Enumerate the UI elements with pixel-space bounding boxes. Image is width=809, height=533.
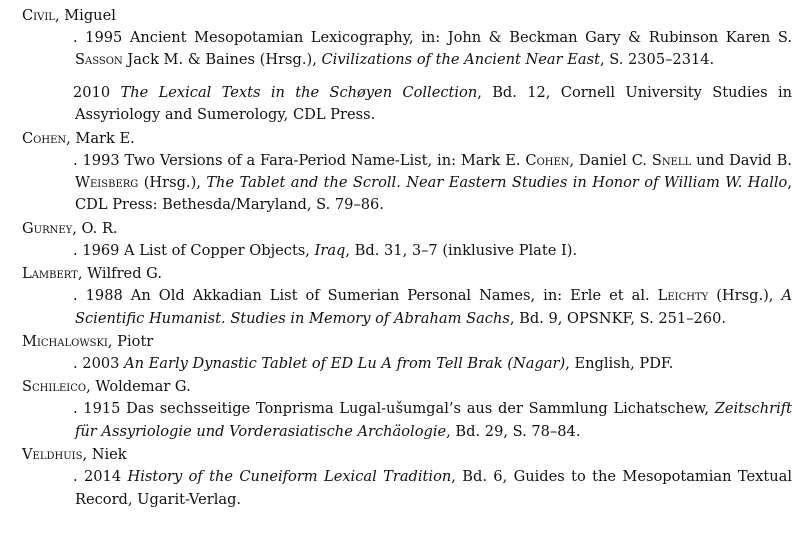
editor-name: Leichty	[657, 287, 709, 305]
bib-entry-michalowski	[22, 330, 792, 375]
reference	[22, 353, 792, 375]
ref-text: (Hrsg.),	[708, 287, 782, 305]
ref-title: The Lexical Texts in the Schøyen Collection	[120, 83, 478, 101]
author-firstname: , Miguel	[54, 7, 116, 24]
author-lastname: Civil	[22, 7, 55, 24]
author-lastname: Lambert	[22, 265, 78, 283]
author-firstname: , Woldemar G.	[86, 378, 191, 396]
author-line	[22, 262, 792, 285]
bib-entry-civil	[22, 4, 792, 127]
author-lastname: Cohen	[22, 129, 67, 147]
ref-title: Civilizations of the Ancient Near East	[321, 51, 600, 69]
reference	[22, 466, 792, 511]
author-line	[22, 443, 792, 466]
author-firstname: , Piotr	[107, 333, 154, 351]
reference	[22, 285, 792, 330]
ref-text: und David B.	[691, 151, 793, 169]
ref-text: , English, PDF.	[565, 355, 674, 373]
reference	[22, 82, 792, 127]
ref-title: History of the Cuneiform Lexical Tradition	[127, 468, 452, 486]
ref-title: A Scientific Humanist. Studies in Memory of Abraham Sachs	[75, 287, 792, 327]
author-line	[22, 217, 792, 240]
ref-title: Iraq	[314, 241, 346, 259]
author-line	[22, 330, 792, 353]
ref-text: . 1969 A List of Copper Objects,	[73, 241, 315, 259]
author-firstname: , O. R.	[72, 219, 118, 237]
bib-entry-cohen	[22, 127, 792, 217]
ref-text: , CDL Press: Bethesda/Maryland, S. 79–86.	[75, 174, 792, 214]
author-lastname: Michalowski	[22, 333, 108, 351]
bib-entry-veldhuis	[22, 443, 792, 511]
author-lastname: Veldhuis	[22, 446, 83, 464]
bib-entry-gurney	[22, 217, 792, 262]
ref-title: An Early Dynastic Tablet of ED Lu A from Tell Brak (Nagar)	[124, 355, 566, 373]
ref-text: , Bd. 12, Cornell University Studies in Assyriology and Sumerology, CDL Press.	[75, 83, 793, 124]
author-lastname: Schileico	[22, 378, 87, 396]
ref-text: , Bd. 9, OPSNKF, S. 251–260.	[509, 309, 727, 327]
ref-text: . 1993 Two Versions of a Fara-Period Name-List, in: Mark E.	[73, 151, 526, 169]
ref-text: , Bd. 31, 3–7 (inklusive Plate I).	[345, 241, 578, 259]
reference	[22, 398, 792, 443]
ref-text: , Daniel C.	[569, 151, 652, 169]
author-firstname: , Mark E.	[66, 129, 135, 147]
author-line	[22, 4, 792, 27]
reference	[22, 27, 792, 72]
reference	[22, 150, 792, 217]
author-line	[22, 127, 792, 150]
ref-title: Zeitschrift für Assyriologie und Vorderasiatische Archäologie	[75, 400, 792, 440]
ref-text: , S. 2305–2314.	[599, 51, 715, 69]
ref-text: . 2003	[73, 355, 125, 373]
editor-name: Snell	[651, 151, 692, 169]
ref-text: , Bd. 6, Guides to the Mesopotamian Textual Record, Ugarit-Verlag.	[75, 468, 792, 508]
reference	[22, 240, 792, 262]
author-line	[22, 375, 792, 398]
ref-title: The Tablet and the Scroll. Near Eastern Studies in Honor of William W. Hallo	[206, 174, 788, 192]
bib-entry-schileico	[22, 375, 792, 443]
ref-text: 2010	[73, 83, 121, 101]
ref-text: , Bd. 29, S. 78–84.	[446, 422, 581, 440]
editor-name: Cohen	[525, 151, 570, 169]
ref-text: . 2014	[73, 468, 128, 486]
ref-text: . 1988 An Old Akkadian List of Sumerian Personal Names, in: Erle et al.	[73, 287, 658, 305]
ref-text: Jack M. & Baines (Hrsg.),	[122, 51, 322, 69]
bibliography	[22, 4, 792, 511]
editor-name: Weisberg	[75, 174, 139, 192]
bib-entry-lambert	[22, 262, 792, 330]
author-lastname: Gurney	[22, 219, 73, 237]
author-firstname: , Niek	[82, 446, 127, 464]
ref-text: . 1915 Das sechsseitige Tonprisma Lugal-ušumgal’s aus der Sammlung Lichatschew,	[73, 400, 715, 418]
ref-text: (Hrsg.),	[138, 174, 207, 192]
author-firstname: , Wilfred G.	[77, 265, 162, 283]
ref-text: . 1995 Ancient Mesopotamian Lexicography, in: John & Beckman Gary & Rubinson Karen S.	[73, 29, 792, 46]
editor-name: Sasson	[75, 51, 123, 69]
